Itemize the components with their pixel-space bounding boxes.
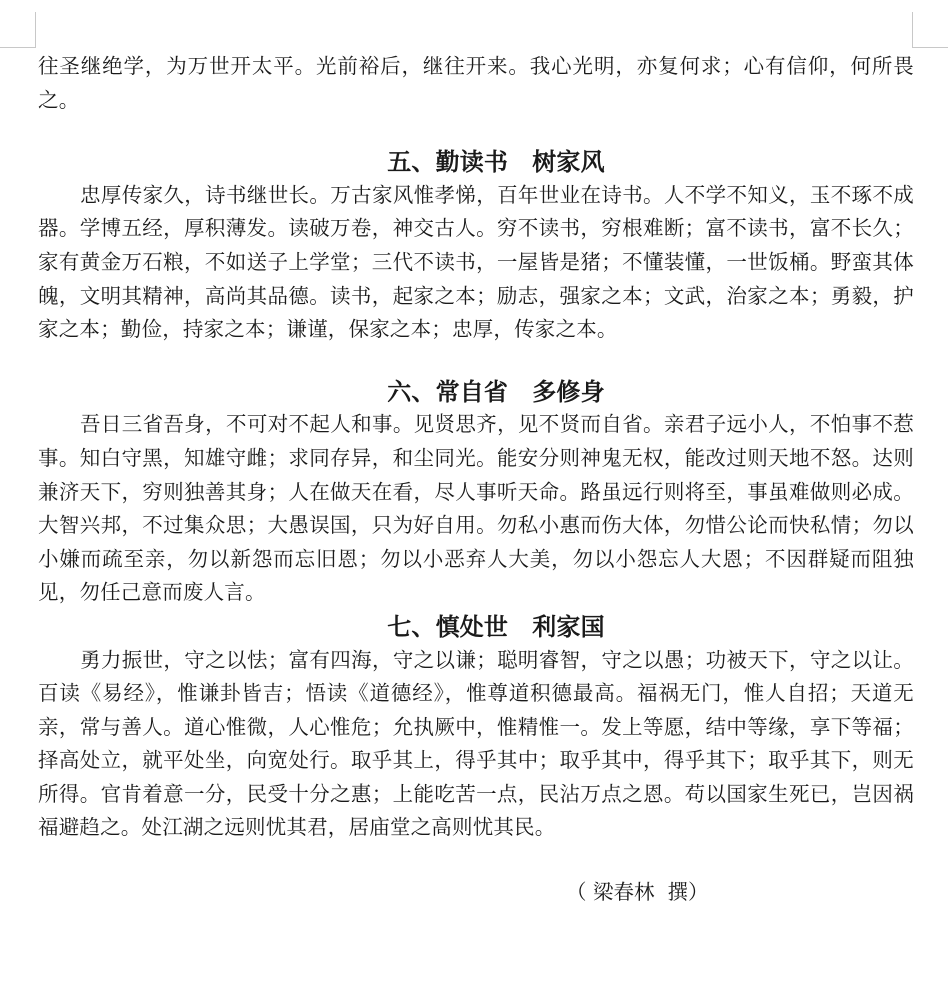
section-heading-6: 六、常自省 多修身 <box>387 376 605 406</box>
section-body-5: 忠厚传家久，诗书继世长。万古家风惟孝悌，百年世业在诗书。人不学不知义，玉不琢不成器。学博五经，厚积薄发。读破万卷，神交古人。穷不读书，穷根难断；富不读书，富不长久；家有黄金万石粮，不如送子上学堂；三代不读书，一屋皆是猪；不懂装懂，一世饭桶。野蛮其体魄，文明其精神，高尚其品德。读书，起家之本；励志，强家之本；文武，治家之本；勇毅，护家之本；勤俭，持家之本；谦谨，保家之本；忠厚，传家之本。 <box>38 182 914 342</box>
intro-paragraph: 往圣继绝学，为万世开太平。光前裕后，继往开来。我心光明，亦复何求；心有信仰，何所畏之。 <box>38 54 914 112</box>
crop-mark-top-left <box>0 12 36 48</box>
section-body-6: 吾日三省吾身，不可对不起人和事。见贤思齐，见不贤而自省。亲君子远小人，不怕事不惹事。知白守黑，知雄守雌；求同存异，和尘同光。能安分则神鬼无权，能改过则天地不怒。达则兼济天下，穷则独善其身；人在做天在看，尽人事听天命。路虽远行则将至，事虽难做则必成。大智兴邦，不过集众思；大愚误国，只为好自用。勿私小惠而伤大体，勿惜公论而快私情；勿以小嫌而疏至亲，勿以新怨而忘旧恩；勿以小恶弃人大美，勿以小怨忘人大恩；不因群疑而阻独见，勿任己意而废人言。 <box>38 412 914 605</box>
crop-mark-top-right <box>912 12 948 48</box>
document-body <box>38 50 914 845</box>
author-signature: （ 梁春林 撰） <box>566 880 709 904</box>
section-body-7: 勇力振世，守之以怯；富有四海，守之以谦；聪明睿智，守之以愚；功被天下，守之以让。百读《易经》，惟谦卦皆吉；悟读《道德经》，惟尊道积德最高。福祸无门，惟人自招；天道无亲，常与善人。道心惟微，人心惟危；允执厥中，惟精惟一。发上等愿，结中等缘，享下等福；择高处立，就平处坐，向宽处行。取乎其上，得乎其中；取乎其中，得乎其下；取乎其下，则无所得。官肯着意一分，民受十分之惠；上能吃苦一点，民沾万点之恩。苟以国家生死已，岂因祸福避趋之。处江湖之远则忧其君，居庙堂之高则忧其民。 <box>38 647 914 840</box>
section-heading-5: 五、勤读书 树家风 <box>387 147 605 177</box>
section-heading-7: 七、慎处世 利家国 <box>387 611 605 641</box>
